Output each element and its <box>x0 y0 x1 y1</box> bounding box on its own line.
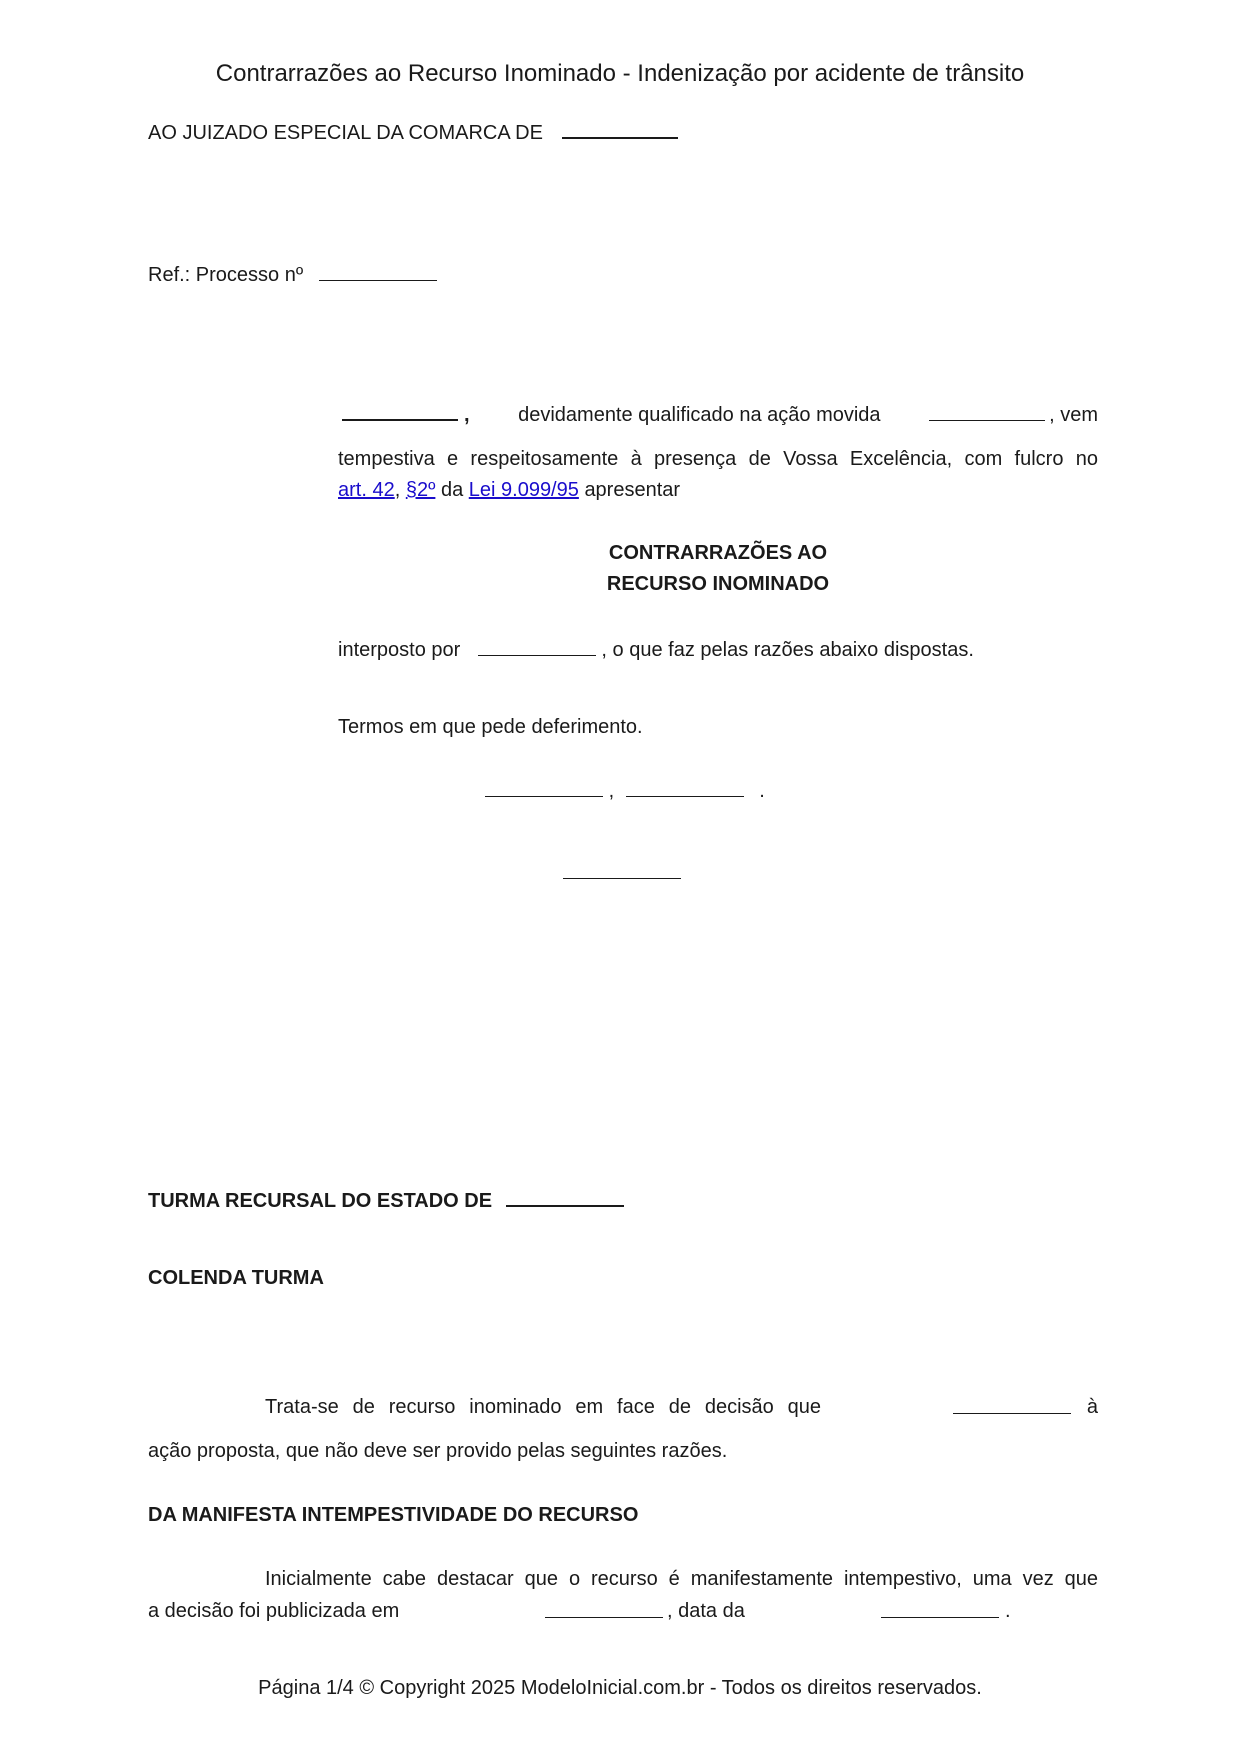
process-number-blank <box>319 279 437 281</box>
interposto-prefix: interposto por <box>338 639 461 661</box>
paragraph-2-link[interactable]: §2º <box>405 479 436 501</box>
party-name-group <box>338 404 470 427</box>
document-title-line-2: RECURSO INOMINADO <box>606 573 830 595</box>
comarca-blank <box>562 136 678 139</box>
body-p1-start: Trata-se de recurso inominado em face de decisão que <box>265 1396 821 1418</box>
process-reference <box>148 264 437 287</box>
lei-9099-link[interactable]: Lei 9.099/95 <box>468 479 579 501</box>
place-date-period: . <box>759 780 765 802</box>
body-p2-data-da: , data da <box>667 1600 745 1622</box>
date-blank <box>626 795 744 797</box>
document-header-title: Contrarrazões ao Recurso Inominado - Indenização por acidente de trânsito <box>215 60 1025 87</box>
section-heading-intempestividade: DA MANIFESTA INTEMPESTIVIDADE DO RECURSO <box>148 1504 639 1526</box>
estado-blank <box>506 1204 624 1207</box>
turma-recursal-text: TURMA RECURSAL DO ESTADO DE <box>148 1190 493 1212</box>
body-paragraph-1-line-2: ação proposta, que não deve ser provido pelas seguintes razões. <box>148 1440 728 1462</box>
intro-qualified: devidamente qualificado na ação movida <box>518 404 881 426</box>
opponent-group <box>929 404 1098 427</box>
place-date-comma: , <box>608 780 615 802</box>
opponent-name-blank <box>929 419 1045 421</box>
place-blank <box>485 795 603 797</box>
intro-apresentar: apresentar <box>584 479 681 501</box>
intro-line-1 <box>338 404 1098 427</box>
intro-sep-1: , <box>394 479 401 501</box>
body-p2-end: . <box>1005 1600 1011 1622</box>
intro-da: da <box>440 479 464 501</box>
page-footer: Página 1/4 © Copyright 2025 ModeloInicial.com.br - Todos os direitos reservados. <box>258 1677 982 1699</box>
court-address-text: AO JUIZADO ESPECIAL DA COMARCA DE <box>148 122 543 144</box>
party-name-blank <box>342 418 458 421</box>
turma-recursal-heading <box>148 1190 624 1213</box>
body-paragraph-1-line-1 <box>265 1396 1098 1419</box>
body-paragraph-2-line-1: Inicialmente cabe destacar que o recurso é manifestamente intempestivo, uma vez que <box>265 1568 1098 1590</box>
document-title-line-1: CONTRARRAZÕES AO <box>608 542 828 564</box>
party-comma: , <box>464 404 470 426</box>
termos-deferimento: Termos em que pede deferimento. <box>338 716 643 738</box>
event-date-blank <box>881 1616 999 1618</box>
process-reference-label: Ref.: Processo nº <box>148 264 304 286</box>
decision-blank <box>953 1412 1071 1414</box>
intro-vem: , vem <box>1049 404 1098 426</box>
interposto-suffix: , o que faz pelas razões abaixo dispostas. <box>601 639 974 661</box>
court-address <box>148 122 678 145</box>
body-p1-a: à <box>1086 1396 1098 1418</box>
art-42-link[interactable]: art. 42 <box>338 479 395 501</box>
intro-line-3 <box>338 479 680 502</box>
recorrente-blank <box>478 654 596 656</box>
body-paragraph-2-line-2 <box>148 1600 1098 1623</box>
interposto-line <box>338 639 974 662</box>
place-date-line <box>485 780 765 803</box>
publication-date-blank <box>545 1616 663 1618</box>
signature-line <box>563 877 681 879</box>
body-p2-publicizada: a decisão foi publicizada em <box>148 1600 400 1622</box>
colenda-turma-heading: COLENDA TURMA <box>148 1267 324 1289</box>
intro-line-2: tempestiva e respeitosamente à presença de Vossa Excelência, com fulcro no <box>338 448 1098 470</box>
